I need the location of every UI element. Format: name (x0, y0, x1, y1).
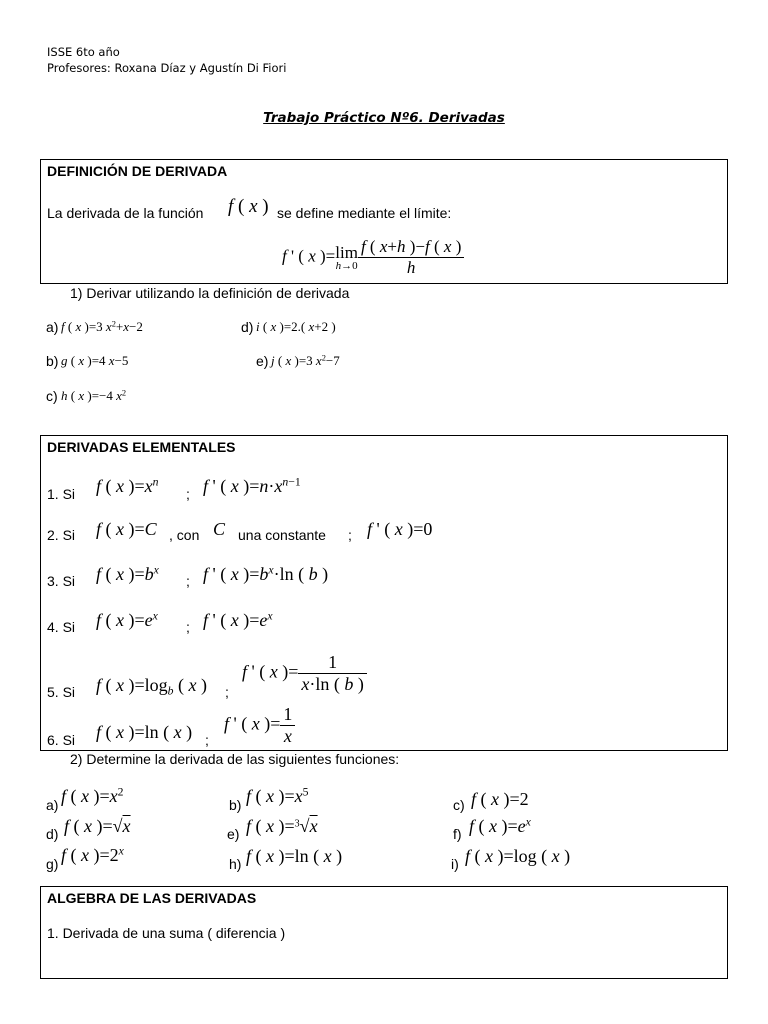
algebra-item-1: 1. Derivada de una suma ( diferencia ) (47, 925, 286, 941)
rule-2-con: , con (169, 527, 200, 543)
ex2-function-i: f ( x )=log ( x ) (465, 846, 571, 866)
rule-2-separator: ; (348, 527, 352, 543)
rule-3-separator: ; (186, 573, 190, 589)
ex1-label-a: a) (46, 319, 59, 335)
ex1-function-b: g ( x )=4 x−5 (61, 353, 129, 368)
ex1-function-d: i ( x )=2.( x+2 ) (256, 319, 336, 334)
page-title: Trabajo Práctico Nº6. Derivadas (263, 110, 505, 126)
rule-4-derivative: f ' ( x )$=e^x$ (203, 609, 273, 630)
rule-3-function: f ( x )$=b^x$ (96, 563, 159, 584)
ex2-label-i: i) (451, 856, 459, 872)
rule-5-derivative: f ' ( x )= $\frac{1}{x\cdot\ln ( b )}$ (242, 652, 367, 695)
ex2-label-g: g) (46, 856, 59, 872)
ex2-label-f: f) (453, 826, 462, 842)
elementary-heading: DERIVADAS ELEMENTALES (47, 439, 236, 455)
ex2-function-f: f ( x )$=e^x$ (469, 815, 531, 836)
ex2-function-h: f ( x )=ln ( x ) (246, 846, 343, 866)
ex1-label-e: e) (256, 353, 269, 369)
ex2-function-g: f ( x )$=2^x$ (61, 844, 124, 865)
rule-1-derivative: f ' ( x )$=n\cdot x^{n-1}$ (203, 475, 301, 496)
rule-5-function: f ( x )$=\log_b$ ( x ) (96, 675, 208, 698)
derivative-algebra-box (40, 886, 728, 979)
rule-2-derivative: f ' ( x )=0 (367, 519, 433, 539)
ex2-label-d: d) (46, 826, 59, 842)
rule-3-label: 3. Si (47, 573, 76, 589)
rule-5-label: 5. Si (47, 684, 76, 700)
rule-5-separator: ; (225, 684, 229, 700)
ex2-function-b: f ( x )$=x^5$ (246, 785, 309, 806)
definition-text-after: se define mediante el límite: (277, 205, 452, 221)
definition-heading: DEFINICIÓN DE DERIVADA (47, 163, 228, 179)
ex1-function-e: j ( x )=3 $x^2-7$ (271, 352, 340, 368)
definition-text-before: La derivada de la función (47, 205, 204, 221)
rule-4-separator: ; (186, 619, 190, 635)
rule-2-label: 2. Si (47, 527, 76, 543)
rule-6-label: 6. Si (47, 732, 76, 748)
definition-box (40, 159, 728, 284)
ex1-label-b: b) (46, 353, 59, 369)
rule-2-function: f ( x )=C (96, 519, 157, 539)
rule-4-label: 4. Si (47, 619, 76, 635)
ex2-function-d: f ( x )=√x (64, 816, 131, 836)
ex2-label-b: b) (229, 797, 242, 813)
ex2-function-c: f ( x )=2 (471, 789, 529, 809)
rule-4-function: f ( x )$=e^x$ (96, 609, 158, 630)
ex1-function-c: h ( x )=−4 $x^2$ (61, 387, 127, 403)
ex2-function-a: f ( x )$=x^2$ (61, 785, 124, 806)
ex1-label-c: c) (46, 388, 58, 404)
ex2-label-e: e) (227, 826, 240, 842)
school-line: ISSE 6to año (47, 45, 120, 59)
algebra-heading: ALGEBRA DE LAS DERIVADAS (47, 890, 257, 906)
elementary-derivatives-box (40, 435, 728, 751)
rule-1-function: f ( x )$=x^n$ (96, 475, 159, 496)
exercise1-prompt: 1) Derivar utilizando la definición de derivada (70, 285, 350, 301)
ex1-label-d: d) (241, 319, 254, 335)
ex2-label-h: h) (229, 856, 242, 872)
ex1-function-a: f ( x )=3 $x^2+x-2$ (61, 318, 143, 334)
rule-2-constant-symbol: C (213, 519, 226, 539)
ex2-label-a: a) (46, 797, 59, 813)
ex2-label-c: c) (453, 797, 465, 813)
rule-6-derivative: f ' ( x )= $\frac{1}{x}$ (224, 704, 295, 747)
rule-1-label: 1. Si (47, 486, 76, 502)
exercise2-prompt: 2) Determine la derivada de las siguientes funciones: (70, 751, 400, 767)
teachers-line: Profesores: Roxana Díaz y Agustín Di Fiori (47, 61, 287, 75)
definition-fx: f ( x ) (228, 196, 269, 217)
ex2-function-e: f ( x )=$^3$√x (246, 816, 318, 836)
rule-1-separator: ; (186, 486, 190, 502)
rule-3-derivative: f ' ( x )$=b^x\cdot\ln$ ( b ) (203, 563, 329, 584)
rule-6-separator: ; (205, 732, 209, 748)
derivative-limit-formula: f ' ( x )=lim h→0 $\frac{f ( x+h )-f ( x )}{h}$ (282, 237, 464, 278)
rule-2-constant-text: una constante (238, 527, 326, 543)
rule-6-function: f ( x )=ln ( x ) (96, 722, 193, 742)
